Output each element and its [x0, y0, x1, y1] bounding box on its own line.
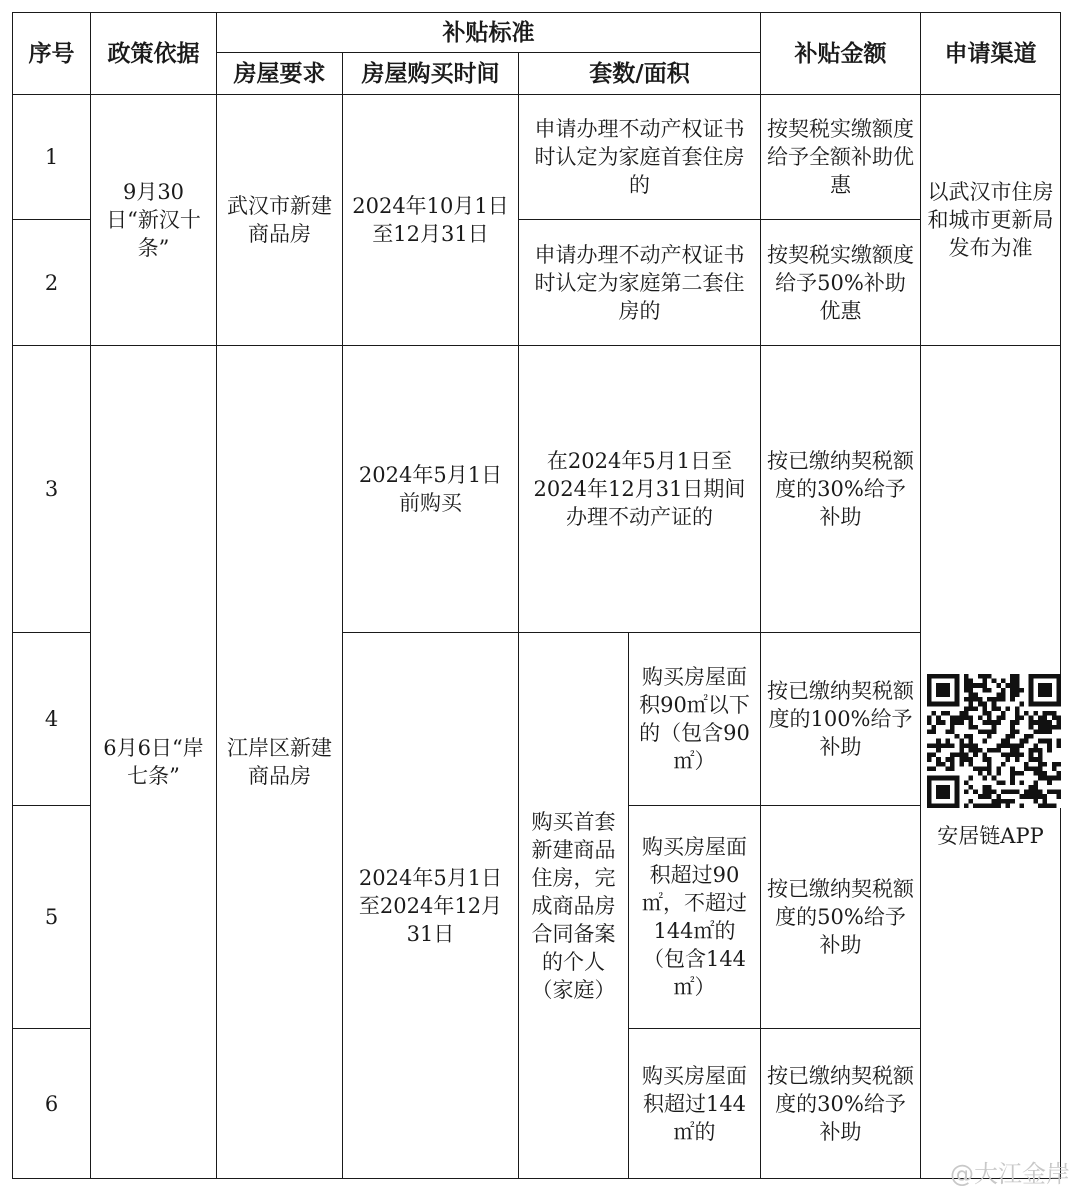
table-row: [13, 346, 1061, 633]
subsidy-amount: 按已缴纳契税额度的50%给予补助: [761, 806, 921, 1029]
subsidy-amount: 按已缴纳契税额度的100%给予补助: [761, 633, 921, 806]
app-name: 安居链APP: [937, 824, 1044, 848]
count-area: 申请办理不动产权证书时认定为家庭首套住房的: [519, 95, 761, 220]
row-no: 6: [13, 1029, 91, 1179]
header-purchase-time: 房屋购买时间: [343, 53, 519, 95]
subsidy-policy-table: [12, 12, 1061, 1179]
subsidy-amount: 按契税实缴额度给予50%补助优惠: [761, 220, 921, 346]
area-condition: 购买房屋面积90㎡以下的（包含90㎡）: [629, 633, 761, 806]
header-channel: 申请渠道: [921, 13, 1061, 95]
row-no: 3: [13, 346, 91, 633]
table-row: [13, 95, 1061, 220]
count-area: 申请办理不动产权证书时认定为家庭第二套住房的: [519, 220, 761, 346]
area-condition: 购买房屋面积超过90㎡，不超过144㎡的（包含144㎡）: [629, 806, 761, 1029]
house-requirement: 武汉市新建商品房: [217, 95, 343, 346]
purchase-count: 购买首套新建商品住房，完成商品房合同备案的个人（家庭）: [519, 633, 629, 1179]
row-no: 5: [13, 806, 91, 1029]
row-no: 1: [13, 95, 91, 220]
policy-basis: 6月6日“岸七条”: [91, 346, 217, 1179]
subsidy-amount: 按契税实缴额度给予全额补助优惠: [761, 95, 921, 220]
header-amount: 补贴金额: [761, 13, 921, 95]
application-channel: 以武汉市住房和城市更新局发布为准: [921, 95, 1061, 346]
header-house-req: 房屋要求: [217, 53, 343, 95]
watermark: @大江金岸: [950, 1160, 1070, 1188]
subsidy-amount: 按已缴纳契税额度的30%给予补助: [761, 346, 921, 633]
header-standard: 补贴标准: [217, 13, 761, 53]
application-channel-app: [921, 346, 1061, 1179]
header-basis: 政策依据: [91, 13, 217, 95]
header-no: 序号: [13, 13, 91, 95]
purchase-time: 2024年5月1日前购买: [343, 346, 519, 633]
count-area: 在2024年5月1日至2024年12月31日期间办理不动产证的: [519, 346, 761, 633]
subsidy-amount: 按已缴纳契税额度的30%给予补助: [761, 1029, 921, 1179]
purchase-time: 2024年5月1日至2024年12月31日: [343, 633, 519, 1179]
header-count-area: 套数/面积: [519, 53, 761, 95]
qr-code-icon[interactable]: [927, 674, 1061, 808]
policy-basis: 9月30日“新汉十条”: [91, 95, 217, 346]
purchase-time: 2024年10月1日至12月31日: [343, 95, 519, 346]
area-condition: 购买房屋面积超过144㎡的: [629, 1029, 761, 1179]
house-requirement: 江岸区新建商品房: [217, 346, 343, 1179]
row-no: 2: [13, 220, 91, 346]
row-no: 4: [13, 633, 91, 806]
